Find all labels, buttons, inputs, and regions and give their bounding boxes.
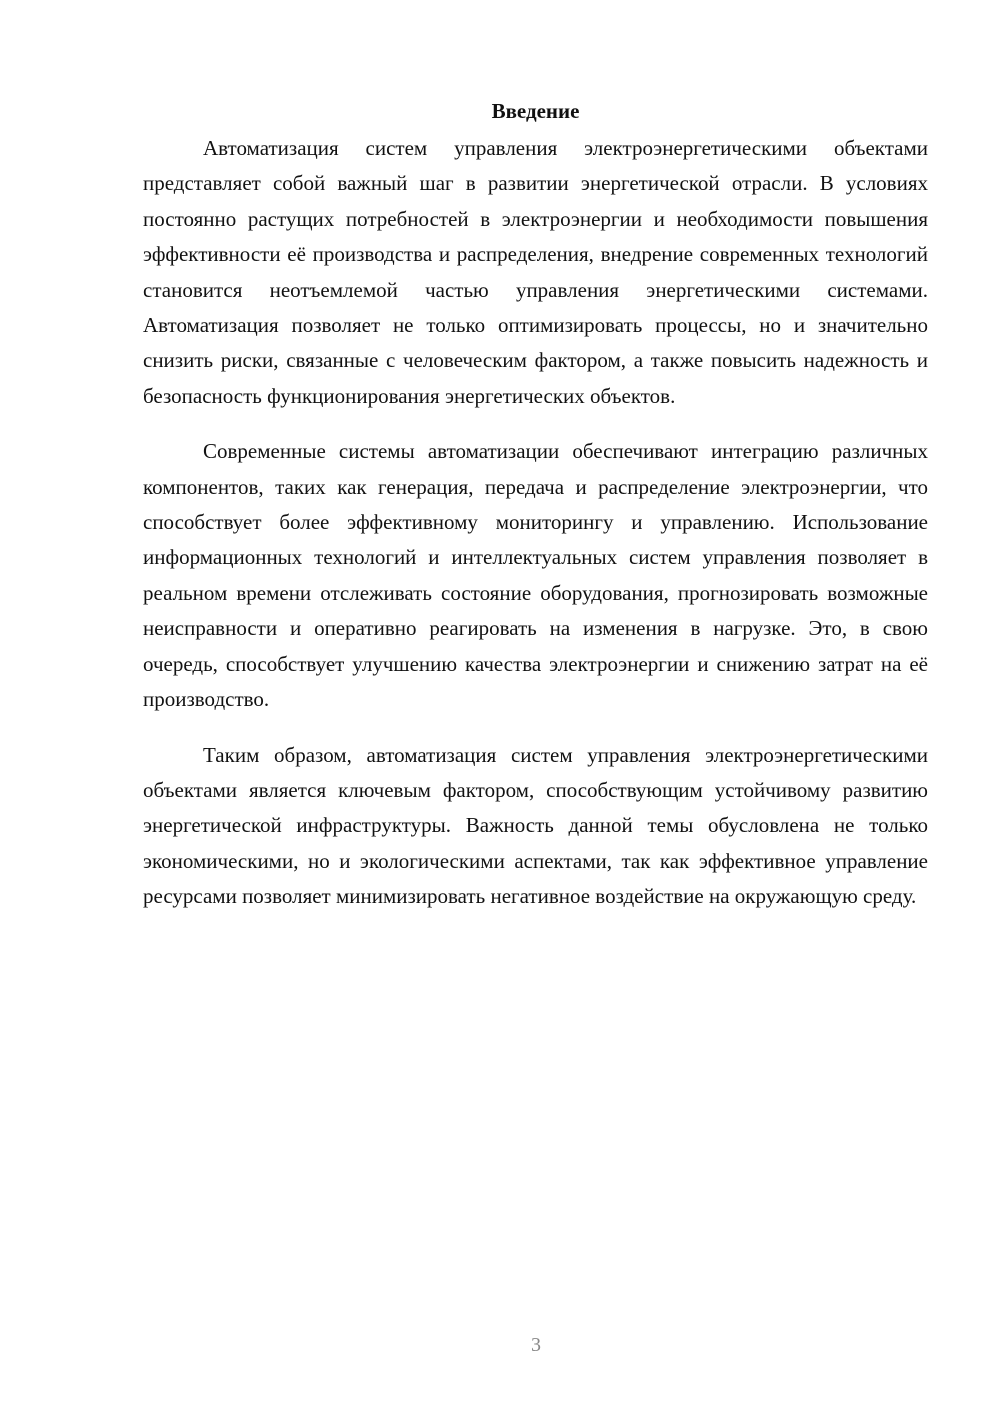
paragraph-1: Автоматизация систем управления электроэнергетическими объектами представляет собой важный шаг в развитии энергетической отрасли. В условиях постоянно растущих потребностей в электроэнергии и необходимости повышения эффективности её производства и распределения, внедрение современных технологий становится неотъемлемой частью управления энергетическими системами. Автоматизация позволяет не только оптимизировать процессы, но и значительно снизить риски, связанные с человеческим фактором, а также повысить надежность и безопасность функционирования энергетических объектов. bbox=[143, 136, 928, 408]
paragraph-2: Современные системы автоматизации обеспечивают интеграцию различных компонентов, таких как генерация, передача и распределение электроэнергии, что способствует более эффективному мониторингу и управлению. Использование информационных технологий и интеллектуальных систем управления позволяет в реальном времени отслеживать состояние оборудования, прогнозировать возможные неисправности и оперативно реагировать на изменения в нагрузке. Это, в свою очередь, способствует улучшению качества электроэнергии и снижению затрат на её производство. bbox=[143, 439, 928, 712]
section-heading: Введение bbox=[491, 99, 580, 123]
paragraph-3: Таким образом, автоматизация систем управления электроэнергетическими объектами является ключевым фактором, способствующим устойчивому развитию энергетической инфраструктуры. Важность данной темы обусловлена не только экономическими, но и экологическими аспектами, так как эффективное управление ресурсами позволяет минимизировать негативное воздействие на окружающую среду. bbox=[143, 742, 928, 909]
page-number: 3 bbox=[531, 1334, 541, 1356]
page-content bbox=[143, 96, 928, 935]
